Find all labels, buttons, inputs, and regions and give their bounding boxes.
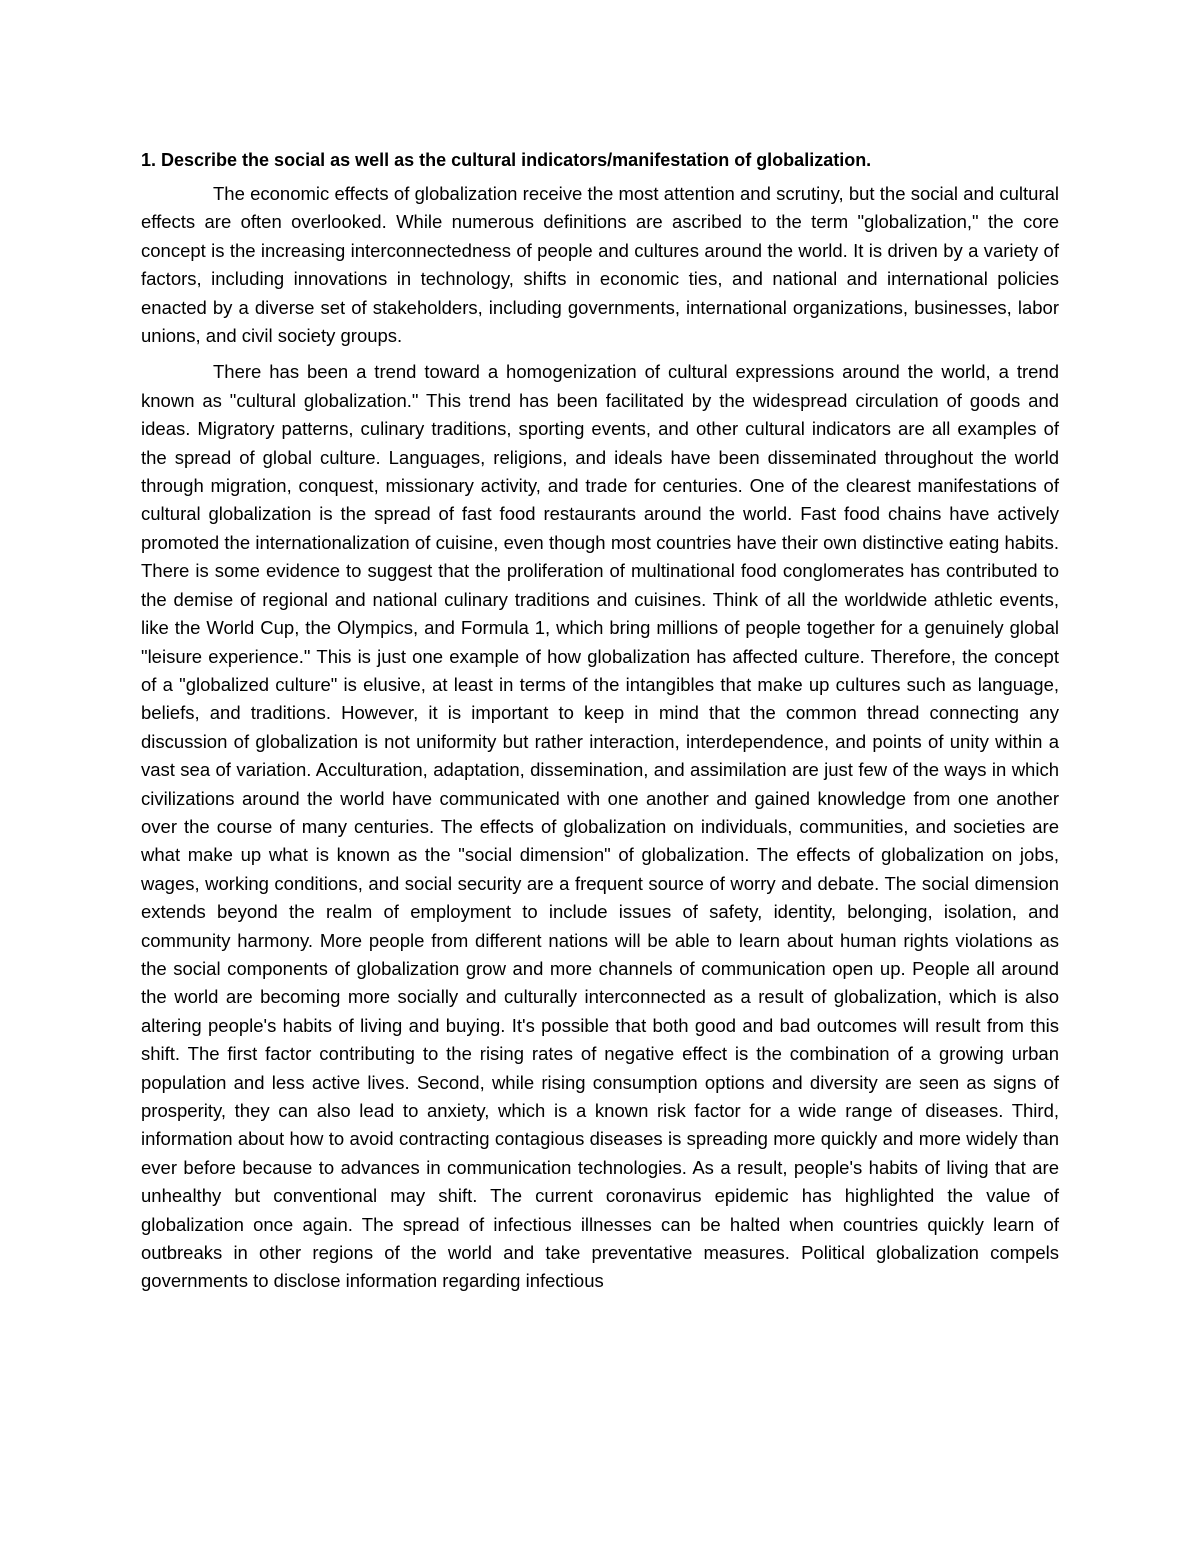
document-body <box>141 146 1059 1304</box>
paragraph-intro: The economic effects of globalization receive the most attention and scrutiny, but the social and cultural effects are often overlooked. While numerous definitions are ascribed to the term "globalization," the core concept is the increasing interconnectedness of people and cultures around the world. It is driven by a variety of factors, including innovations in technology, shifts in economic ties, and national and international policies enacted by a diverse set of stakeholders, including governments, international organizations, businesses, labor unions, and civil society groups. <box>141 183 1059 347</box>
question-heading: 1. Describe the social as well as the cultural indicators/manifestation of globalization. <box>141 150 872 170</box>
paragraph-cultural-globalization: There has been a trend toward a homogenization of cultural expressions around the world, a trend known as "cultural globalization." This trend has been facilitated by the widespread circulation of goods and ideas. Migratory patterns, culinary traditions, sporting events, and other cultural indicators are all examples of the spread of global culture. Languages, religions, and ideals have been disseminated throughout the world through migration, conquest, missionary activity, and trade for centuries. One of the clearest manifestations of cultural globalization is the spread of fast food restaurants around the world. Fast food chains have actively promoted the internationalization of cuisine, even though most countries have their own distinctive eating habits. There is some evidence to suggest that the proliferation of multinational food conglomerates has contributed to the demise of regional and national culinary traditions and cuisines. Think of all the worldwide athletic events, like the World Cup, the Olympics, and Formula 1, which bring millions of people together for a genuinely global "leisure experience." This is just one example of how globalization has affected culture. Therefore, the concept of a "globalized culture" is elusive, at least in terms of the intangibles that make up cultures such as language, beliefs, and traditions. However, it is important to keep in mind that the common thread connecting any discussion of globalization is not uniformity but rather interaction, interdependence, and points of unity within a vast sea of variation. Acculturation, adaptation, dissemination, and assimilation are just few of the ways in which civilizations around the world have communicated with one another and gained knowledge from one another over the course of many centuries. The effects of globalization on individuals, communities, and societies are what make up what is known as the "social dimension" of globalization. The effects of globalization on jobs, wages, working conditions, and social security are a frequent source of worry and debate. The social dimension extends beyond the realm of employment to include issues of safety, identity, belonging, isolation, and community harmony. More people from different nations will be able to learn about human rights violations as the social components of globalization grow and more channels of communication open up. People all around the world are becoming more socially and culturally interconnected as a result of globalization, which is also altering people's habits of living and buying. It's possible that both good and bad outcomes will result from this shift. The first factor contributing to the rising rates of negative effect is the combination of a growing urban population and less active lives. Second, while rising consumption options and diversity are seen as signs of prosperity, they can also lead to anxiety, which is a known risk factor for a wide range of diseases. Third, information about how to avoid contracting contagious diseases is spreading more quickly and more widely than ever before because to advances in communication technologies. As a result, people's habits of living that are unhealthy but conventional may shift. The current coronavirus epidemic has highlighted the value of globalization once again. The spread of infectious illnesses can be halted when countries quickly learn of outbreaks in other regions of the world and take preventative measures. Political globalization compels governments to disclose information regarding infectious <box>141 361 1059 1292</box>
